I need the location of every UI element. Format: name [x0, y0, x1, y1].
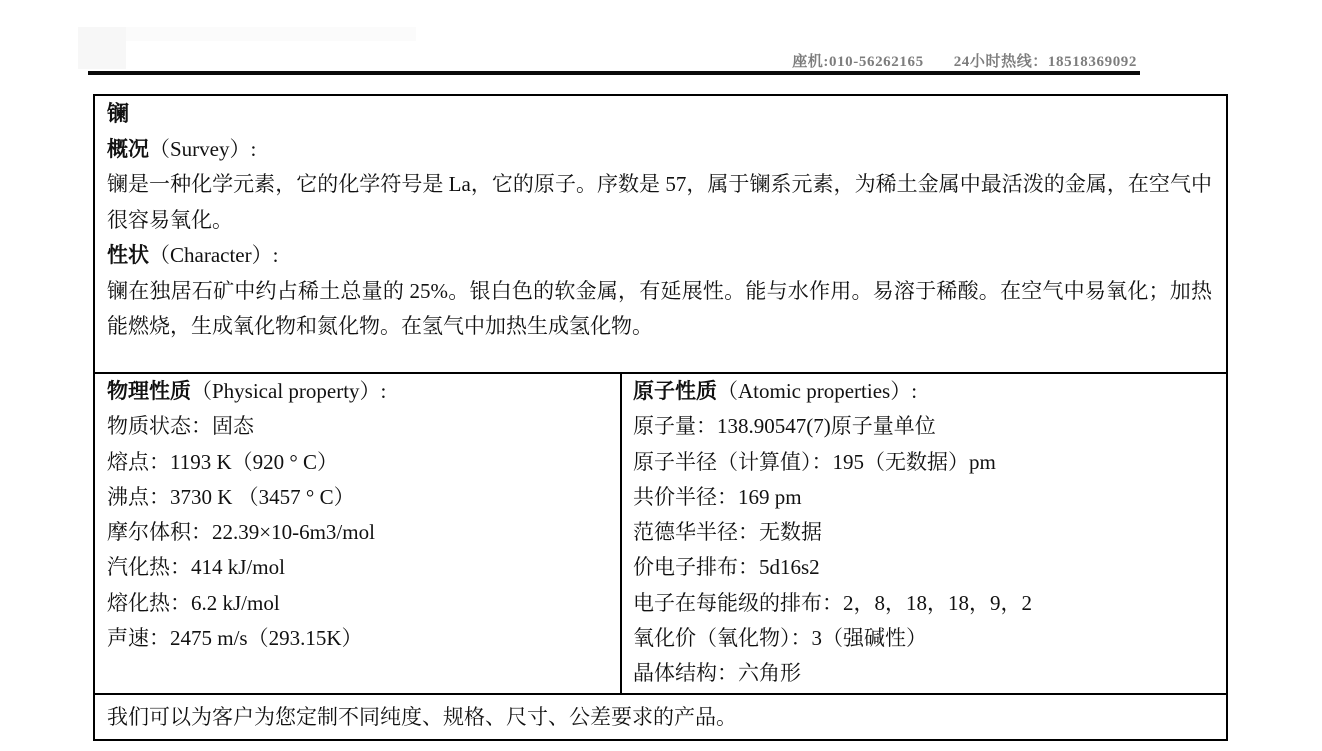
- character-heading-en: （Character）:: [149, 243, 279, 267]
- atomic-row: 原子半径（计算值）：195（无数据）pm: [633, 449, 996, 474]
- physical-row: 摩尔体积：22.39×10-6m3/mol: [107, 520, 375, 545]
- atomic-row: 氧化价（氧化物）：3（强碱性）: [633, 626, 927, 651]
- section-footer-note: [95, 695, 1226, 735]
- physical-properties-column: [95, 374, 622, 693]
- section-properties: [95, 374, 1226, 695]
- physical-heading-en: （Physical property）:: [191, 379, 387, 403]
- character-paragraph: 镧在独居石矿中约占稀土总量的 25%。银白色的软金属，有延展性。能与水作用。易溶于稀酸。在空气中易氧化；加热能燃烧，生成氧化物和氮化物。在氢气中加热生成氢化物。: [107, 278, 1212, 338]
- atomic-heading-zh: 原子性质: [633, 379, 717, 403]
- physical-row: 熔点：1193 K（920 ° C）: [107, 449, 339, 474]
- physical-row: 物质状态：固态: [107, 414, 254, 439]
- physical-heading-zh: 物理性质: [107, 379, 191, 403]
- character-heading-zh: 性状: [107, 243, 149, 267]
- physical-row: 汽化热：414 kJ/mol: [107, 555, 285, 580]
- physical-heading: [107, 374, 610, 409]
- atomic-properties-column: [622, 374, 1226, 693]
- atomic-row: 价电子排布：5d16s2: [633, 555, 820, 580]
- element-title: 镧: [107, 101, 130, 126]
- atomic-row: 范德华半径：无数据: [633, 520, 822, 545]
- content-table: [93, 94, 1228, 741]
- survey-heading: [107, 132, 1212, 168]
- header-contact-line: [0, 50, 1137, 71]
- physical-row: 沸点：3730 K （3457 ° C）: [107, 484, 355, 509]
- atomic-heading: [633, 374, 1216, 409]
- footer-note: 我们可以为客户为您定制不同纯度、规格、尺寸、公差要求的产品。: [107, 705, 737, 729]
- physical-row: 声速：2475 m/s（293.15K）: [107, 626, 363, 651]
- character-heading: [107, 238, 1212, 274]
- atomic-heading-en: （Atomic properties）:: [717, 379, 918, 403]
- header-hotline: 24小时热线：18518369092: [953, 54, 1137, 70]
- atomic-row: 晶体结构：六角形: [633, 661, 801, 686]
- survey-paragraph: 镧是一种化学元素，它的化学符号是 La，它的原子。序数是 57，属于镧系元素，为稀土金属中最活泼的金属，在空气中很容易氧化。: [107, 172, 1212, 232]
- atomic-row: 原子量：138.90547(7)原子量单位: [633, 414, 936, 439]
- physical-row: 熔化热：6.2 kJ/mol: [107, 590, 280, 615]
- logo-watermark-smudge: [126, 27, 416, 41]
- survey-heading-zh: 概况: [107, 136, 149, 161]
- atomic-row: 共价半径：169 pm: [633, 484, 802, 509]
- header-landline: 座机:010-56262165: [792, 54, 924, 70]
- header-rule: [88, 71, 1140, 75]
- survey-heading-en: （Survey）:: [149, 136, 257, 161]
- atomic-row: 电子在每能级的排布：2，8，18，18，9，2: [633, 590, 1032, 615]
- section-overview: [95, 96, 1226, 374]
